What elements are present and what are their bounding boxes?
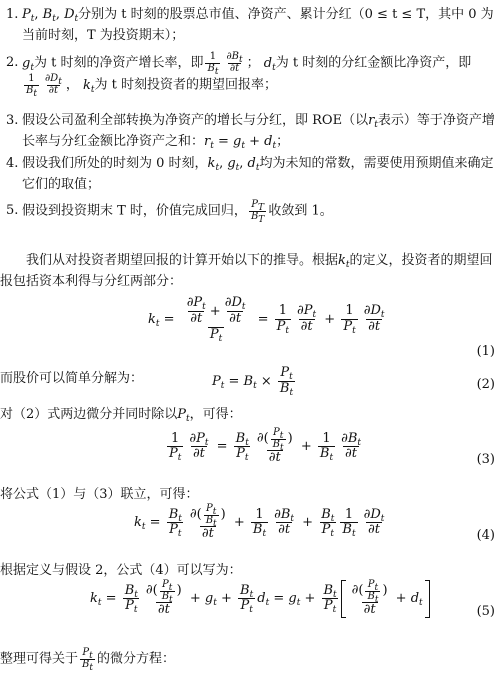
paragraph-6 <box>0 647 497 673</box>
equation-1: $k_t$ = $\frac{\partial P_t}{\partial t}$ + $\frac{\partial D_t}{\partial t}$ $P_t$ = $\frac{1}{P_t}$ $\frac{\partial P_t}{\partial t}$ + $\frac{1}{P_t}$ $\frac{\partial D_t}{\partial t}$ <box>148 295 385 344</box>
assumption-text: 为 t 时刻的净资产增长率，即 <box>33 55 204 71</box>
equation-number: (1) <box>476 344 495 359</box>
symbol-k: $k_t$ <box>82 77 95 95</box>
equation-number: (2) <box>476 377 495 392</box>
assumption-1 <box>0 4 503 46</box>
paragraph-4: 将公式（1）与（3）联立，可得： <box>0 487 199 502</box>
symbol-k-g-d: $k_t$, $g_t$, $d_t$ <box>207 156 260 173</box>
frac-PT-over-BT: $\frac{P_T}{B_T}$ <box>250 199 265 225</box>
paragraph-text: 整理可得关于 <box>0 651 79 667</box>
formula-roe: $r_t = g_t + d_t$ <box>204 134 277 151</box>
assumption-text: 表示）等于净资产增长率与分红金额比净资产之和： <box>22 113 495 149</box>
equation-number: (3) <box>476 452 495 467</box>
assumption-number: 5. <box>6 203 19 218</box>
paragraph-text: 对（2）式两边微分并同时除以 <box>0 407 178 422</box>
assumption-text: 均为未知的常数，需要使用预期值来确定它们的取值； <box>22 156 494 192</box>
symbol-P-B-D: $P_t$, $B_t$, $D_t$ <box>22 7 79 24</box>
assumption-text: ， <box>65 77 79 93</box>
assumption-3 <box>0 110 503 152</box>
symbol-d: $d_t$ <box>263 55 276 73</box>
equation-5: $k_t$ = $\frac{B_t}{P_t}$ ∂( $\frac{P_t}{B_t}$ ) ∂t + $g_t$ + $\frac{B_t}{P_t}$ $d_t$ = $g_t$ + $\frac{B_t}{P_t}$ ∂( $\frac{P_t}{B_t}$ ) ∂t + $d_t$ <box>90 580 430 618</box>
frac-dB-dt: $\frac{\partial B_t}{\partial t}$ <box>226 51 243 74</box>
paragraph-3: 对（2）式两边微分并同时除以$P_t$，可得： <box>0 407 242 424</box>
intro-paragraph: 我们从对投资者期望回报的计算开始以下的推导。根据$k_t$的定义，投资者的期望回报包括资本利得与分红两部分： <box>0 253 493 289</box>
equation-number: (4) <box>476 528 495 543</box>
assumption-4 <box>0 153 503 195</box>
assumption-number: 1. <box>6 7 19 22</box>
assumption-text: 假设到投资期末 T 时，价值完成回归， <box>22 203 247 219</box>
equation-number: (5) <box>476 604 495 619</box>
assumption-number: 3. <box>6 113 19 128</box>
equation-3: $\frac{1}{P_t}$ $\frac{\partial P_t}{\partial t}$ = $\frac{B_t}{P_t}$ ∂( $\frac{P_t}{B_t}$ ) ∂t + $\frac{1}{B_t}$ $\frac{\partial B_t}{\partial t}$ <box>169 427 361 465</box>
frac-1-over-B: $\frac{1}{B_t}$ <box>207 51 219 77</box>
paragraph-text: ，可得： <box>189 407 242 422</box>
frac-dD-dt: $\frac{\partial D_t}{\partial t}$ <box>44 73 62 96</box>
symbol-g: $g_t$ <box>22 55 34 73</box>
symbol-r: $r_t$ <box>368 113 378 130</box>
assumption-text: ； <box>276 134 290 149</box>
assumption-text: 假设我们所处的时刻为 0 时刻， <box>22 156 208 171</box>
frac-1-over-B: $\frac{1}{B_t}$ <box>26 73 37 99</box>
frac-P-over-B: $\frac{P_t}{B_t}$ <box>82 647 93 673</box>
paragraph-text: 的定义，投资者的期望回报包括资本利得与分红两部分： <box>0 253 493 289</box>
assumption-2 <box>0 51 503 99</box>
paragraph-text: 的微分方程： <box>97 651 176 667</box>
assumption-text: 为 t 时刻的分红金额比净资产，即 <box>275 55 472 71</box>
assumption-text: 收敛到 1。 <box>268 203 333 219</box>
assumption-5 <box>0 199 503 225</box>
frac-capital-plus-dividend: $\frac{\partial P_t}{\partial t}$ + $\frac{\partial D_t}{\partial t}$ $P_t$ <box>186 295 246 344</box>
assumption-text: 假设公司盈利全部转换为净资产的增长与分红，即 ROE（以 <box>22 113 369 128</box>
assumption-text: ； <box>246 55 260 71</box>
equation-4: $k_t$ = $\frac{B_t}{P_t}$ ∂( $\frac{P_t}{B_t}$ ) ∂t + $\frac{1}{B_t}$ $\frac{\partial B_t}{\partial t}$ + $\frac{B_t}{P_t}$ $\frac{1}{B_t}$ $\frac{\partial D_t}{\partial t}$ <box>134 503 385 541</box>
assumption-number: 4. <box>6 156 19 171</box>
paragraph-2: 而股价可以简单分解为： <box>0 371 144 386</box>
assumption-number: 2. <box>6 55 19 70</box>
equation-2: $P_t$ = $B_t$ × $\frac{P_t}{B_t}$ <box>212 365 294 398</box>
assumption-text: 分别为 t 时刻的股票总市值、净资产、累计分红（0 ≤ t ≤ T，其中 0 为当前时刻，T 为投资期末）； <box>22 7 494 43</box>
paragraph-5: 根据定义与假设 2，公式（4）可以写为： <box>0 563 242 578</box>
assumption-text: 为 t 时刻投资者的期望回报率； <box>94 77 277 93</box>
paragraph-text: 我们从对投资者期望回报的计算开始以下的推导。根据 <box>26 253 339 268</box>
